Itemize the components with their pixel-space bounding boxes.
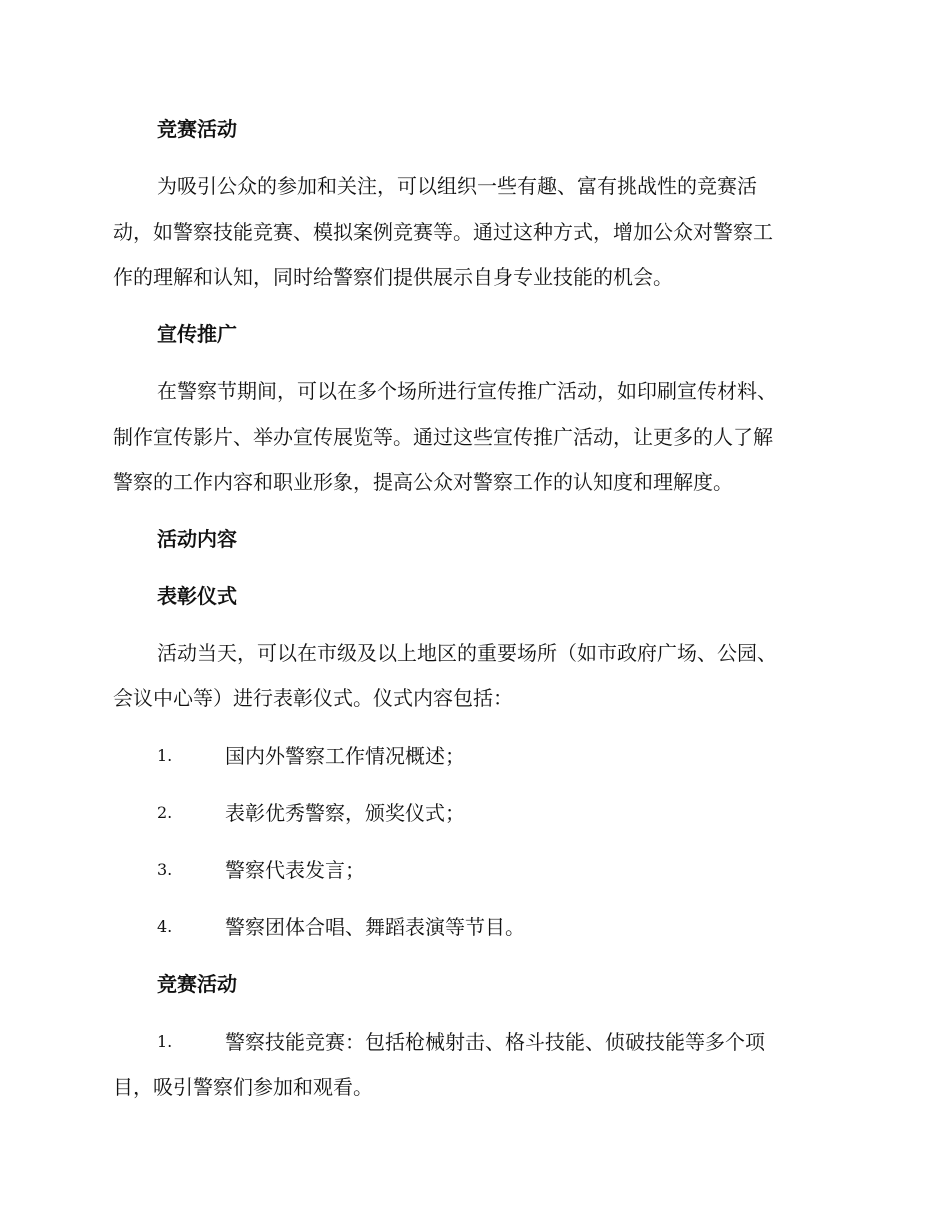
- list-text: 国内外警察工作情况概述；: [225, 744, 465, 768]
- section-heading-competition: 竞赛活动: [157, 117, 237, 141]
- list-number: 1.: [157, 746, 173, 765]
- paragraph-line: 会议中心等）进行表彰仪式。仪式内容包括：: [113, 686, 513, 710]
- list-number: 3.: [157, 860, 173, 879]
- section-heading-content: 活动内容: [157, 527, 237, 551]
- list-item-continuation: 目，吸引警察们参加和观看。: [113, 1075, 373, 1099]
- list-number: 2.: [157, 803, 173, 822]
- list-number: 1.: [157, 1032, 173, 1051]
- list-number: 4.: [157, 917, 173, 936]
- paragraph-line: 动，如警察技能竞赛、模拟案例竞赛等。通过这种方式，增加公众对警察工: [113, 220, 773, 244]
- list-text: 警察技能竞赛：包括枪械射击、格斗技能、侦破技能等多个项: [225, 1030, 765, 1054]
- list-text: 警察代表发言；: [225, 858, 365, 882]
- paragraph-line: 作的理解和认知，同时给警察们提供展示自身专业技能的机会。: [113, 265, 673, 289]
- section-heading-promotion: 宣传推广: [157, 322, 237, 346]
- paragraph-line: 在警察节期间，可以在多个场所进行宣传推广活动，如印刷宣传材料、: [157, 379, 777, 403]
- section-heading-ceremony: 表彰仪式: [157, 584, 237, 608]
- paragraph-line: 警察的工作内容和职业形象，提高公众对警察工作的认知度和理解度。: [113, 470, 733, 494]
- list-text: 警察团体合唱、舞蹈表演等节目。: [225, 915, 525, 939]
- section-heading-competition-2: 竞赛活动: [157, 972, 237, 996]
- paragraph-line: 活动当天，可以在市级及以上地区的重要场所（如市政府广场、公园、: [157, 641, 777, 665]
- paragraph-line: 为吸引公众的参加和关注，可以组织一些有趣、富有挑战性的竞赛活: [157, 174, 757, 198]
- paragraph-line: 制作宣传影片、举办宣传展览等。通过这些宣传推广活动，让更多的人了解: [113, 425, 773, 449]
- list-text: 表彰优秀警察，颁奖仪式；: [225, 801, 465, 825]
